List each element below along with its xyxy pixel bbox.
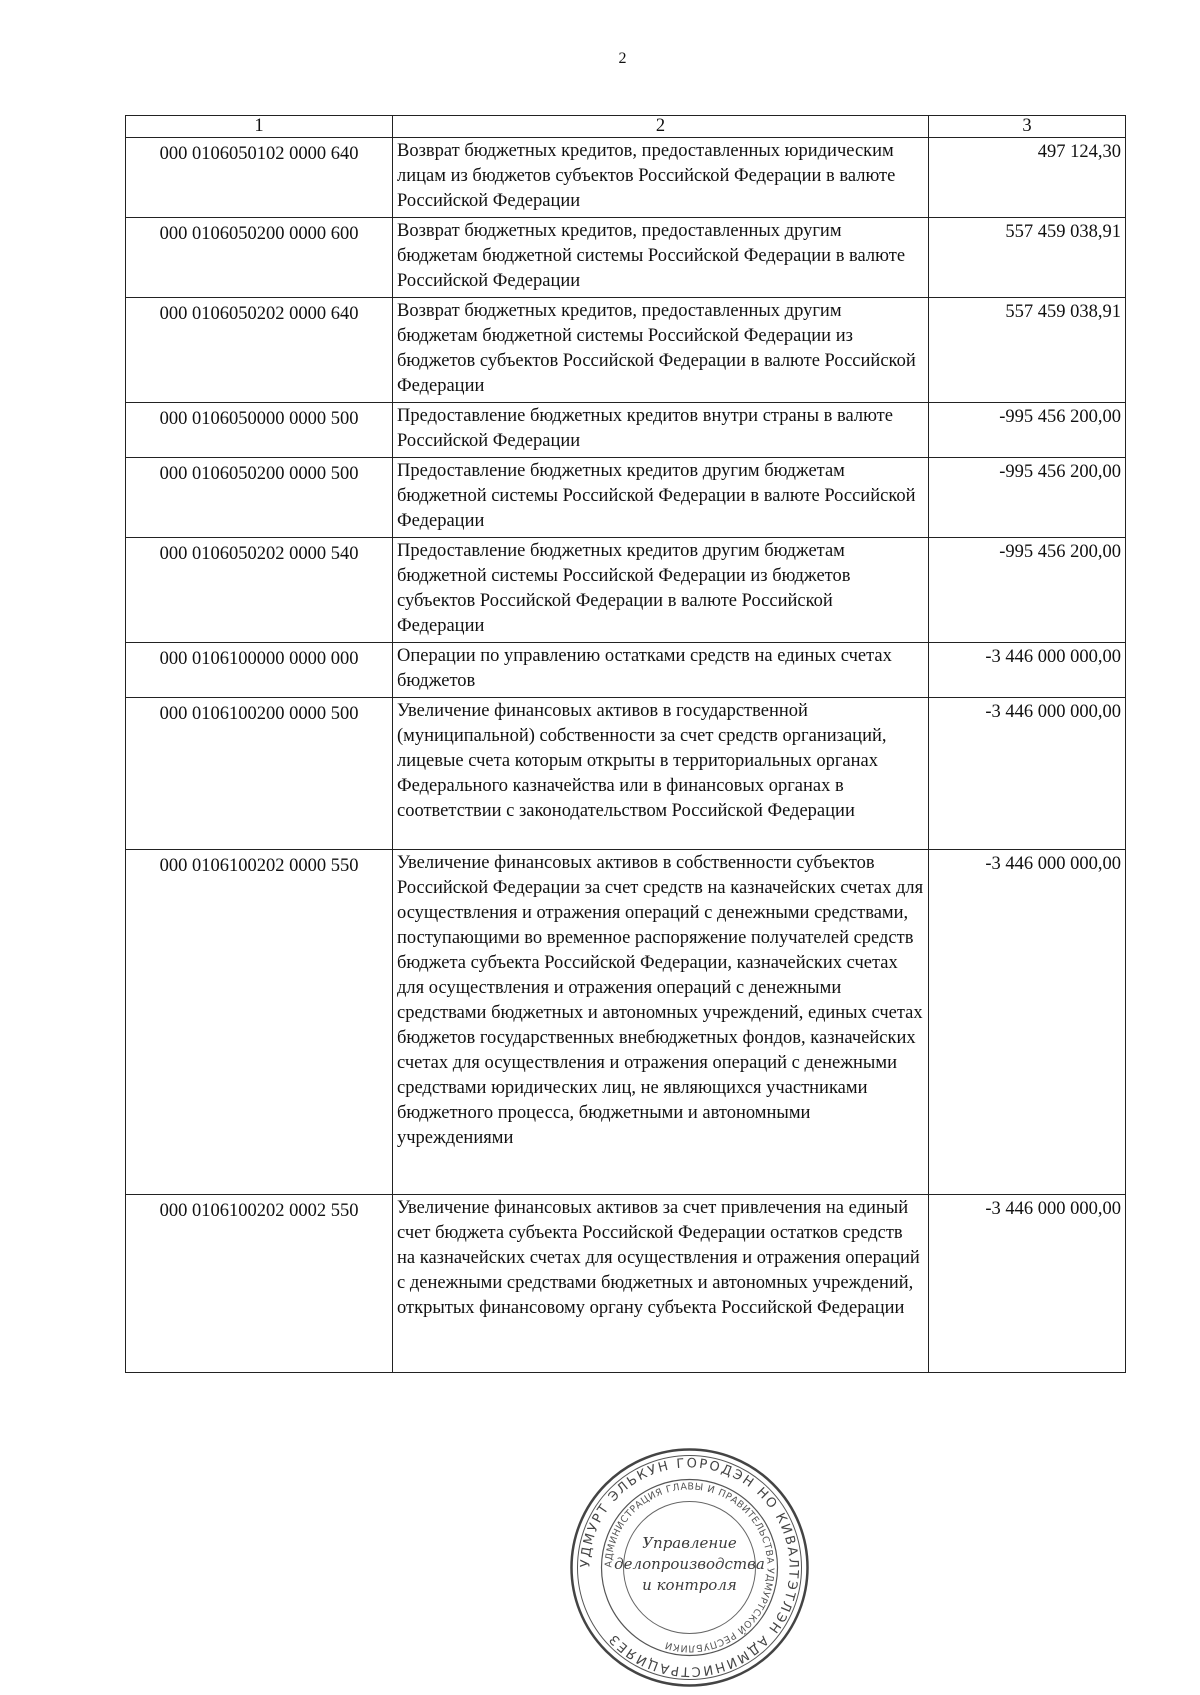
row-name: Возврат бюджетных кредитов, предоставленных юридическим лицам из бюджетов субъектов Российской Федерации в валюте Российской Федерации (393, 138, 929, 218)
header-col-2: 2 (393, 116, 929, 138)
stamp-inner-text: АДМИНИСТРАЦИЯ ГЛАВЫ И ПРАВИТЕЛЬСТВА УДМУРТСКОЙ РЕСПУБЛИКИ (603, 1481, 776, 1654)
row-name: Возврат бюджетных кредитов, предоставленных другим бюджетам бюджетной системы Российской Федерации из бюджетов субъектов Российской Федерации в валюте Российской Федерации (393, 298, 929, 403)
stamp-line: Управление (642, 1534, 737, 1552)
row-code: 000 0106050000 0000 500 (126, 403, 393, 458)
table-header-row (126, 116, 1126, 138)
row-amount: 497 124,30 (929, 138, 1126, 218)
table-row (126, 643, 1126, 698)
row-code: 000 0106050102 0000 640 (126, 138, 393, 218)
row-code: 000 0106050200 0000 500 (126, 458, 393, 538)
row-name: Операции по управлению остатками средств на единых счетах бюджетов (393, 643, 929, 698)
row-amount: -3 446 000 000,00 (929, 643, 1126, 698)
table-row (126, 850, 1126, 1195)
row-name: Увеличение финансовых активов в государственной (муниципальной) собственности за счет средств организаций, лицевые счета которым открыты в территориальных органах Федерального казначейства или в финансовых органах в соответствии с законодательством Российской Федерации (393, 698, 929, 850)
row-name: Предоставление бюджетных кредитов другим бюджетам бюджетной системы Российской Федерации из бюджетов субъектов Российской Федерации в валюте Российской Федерации (393, 538, 929, 643)
row-amount: -995 456 200,00 (929, 458, 1126, 538)
row-amount: -3 446 000 000,00 (929, 1195, 1126, 1373)
row-code: 000 0106100202 0000 550 (126, 850, 393, 1195)
budget-table (125, 115, 1126, 1373)
official-stamp (567, 1445, 812, 1690)
row-amount: -3 446 000 000,00 (929, 698, 1126, 850)
table-row (126, 403, 1126, 458)
stamp-outer-text: УДМУРТ ЭЛЬКУН ГОРОДЭН НО КИВАЛТЭТЛЭН АДМИНИСТРАЦИЯЕЗ (578, 1456, 801, 1679)
stamp-center (567, 1533, 812, 1596)
row-code: 000 0106050200 0000 600 (126, 218, 393, 298)
row-name: Возврат бюджетных кредитов, предоставленных другим бюджетам бюджетной системы Российской Федерации в валюте Российской Федерации (393, 218, 929, 298)
table-row (126, 298, 1126, 403)
row-amount: -3 446 000 000,00 (929, 850, 1126, 1195)
row-name: Увеличение финансовых активов за счет привлечения на единый счет бюджета субъекта Российской Федерации остатков средств на казначейских счетах для осуществления и отражения операций с денежными средствами бюджетных и автономных учреждений, открытых финансовому органу субъекта Российской Федерации (393, 1195, 929, 1373)
header-col-1: 1 (126, 116, 393, 138)
table-row (126, 1195, 1126, 1373)
row-name: Увеличение финансовых активов в собственности субъектов Российской Федерации за счет средств на казначейских счетах для осуществления и отражения операций с денежными средствами, поступающими во временное распоряжение получателей средств бюджета субъекта Российской Федерации, казначейских счетах для осуществления и отражения операций с денежными средствами бюджетных и автономных учреждений, единых счетах бюджетов государственных внебюджетных фондов, казначейских счетах для осуществления и отражения операций с денежными средствами юридических лиц, не являющихся участниками бюджетного процесса, бюджетными и автономными учреждениями (393, 850, 929, 1195)
row-name: Предоставление бюджетных кредитов другим бюджетам бюджетной системы Российской Федерации в валюте Российской Федерации (393, 458, 929, 538)
table-row (126, 698, 1126, 850)
table-row (126, 458, 1126, 538)
row-code: 000 0106050202 0000 640 (126, 298, 393, 403)
stamp-line: и контроля (642, 1576, 737, 1594)
table-row (126, 138, 1126, 218)
row-code: 000 0106100000 0000 000 (126, 643, 393, 698)
row-code: 000 0106100200 0000 500 (126, 698, 393, 850)
row-amount: 557 459 038,91 (929, 298, 1126, 403)
table-row (126, 218, 1126, 298)
row-amount: -995 456 200,00 (929, 538, 1126, 643)
table-row (126, 538, 1126, 643)
header-col-3: 3 (929, 116, 1126, 138)
row-code: 000 0106100202 0002 550 (126, 1195, 393, 1373)
row-amount: 557 459 038,91 (929, 218, 1126, 298)
row-amount: -995 456 200,00 (929, 403, 1126, 458)
row-code: 000 0106050202 0000 540 (126, 538, 393, 643)
page-number: 2 (618, 50, 627, 67)
stamp-line: делопроизводства (614, 1555, 765, 1573)
row-name: Предоставление бюджетных кредитов внутри страны в валюте Российской Федерации (393, 403, 929, 458)
